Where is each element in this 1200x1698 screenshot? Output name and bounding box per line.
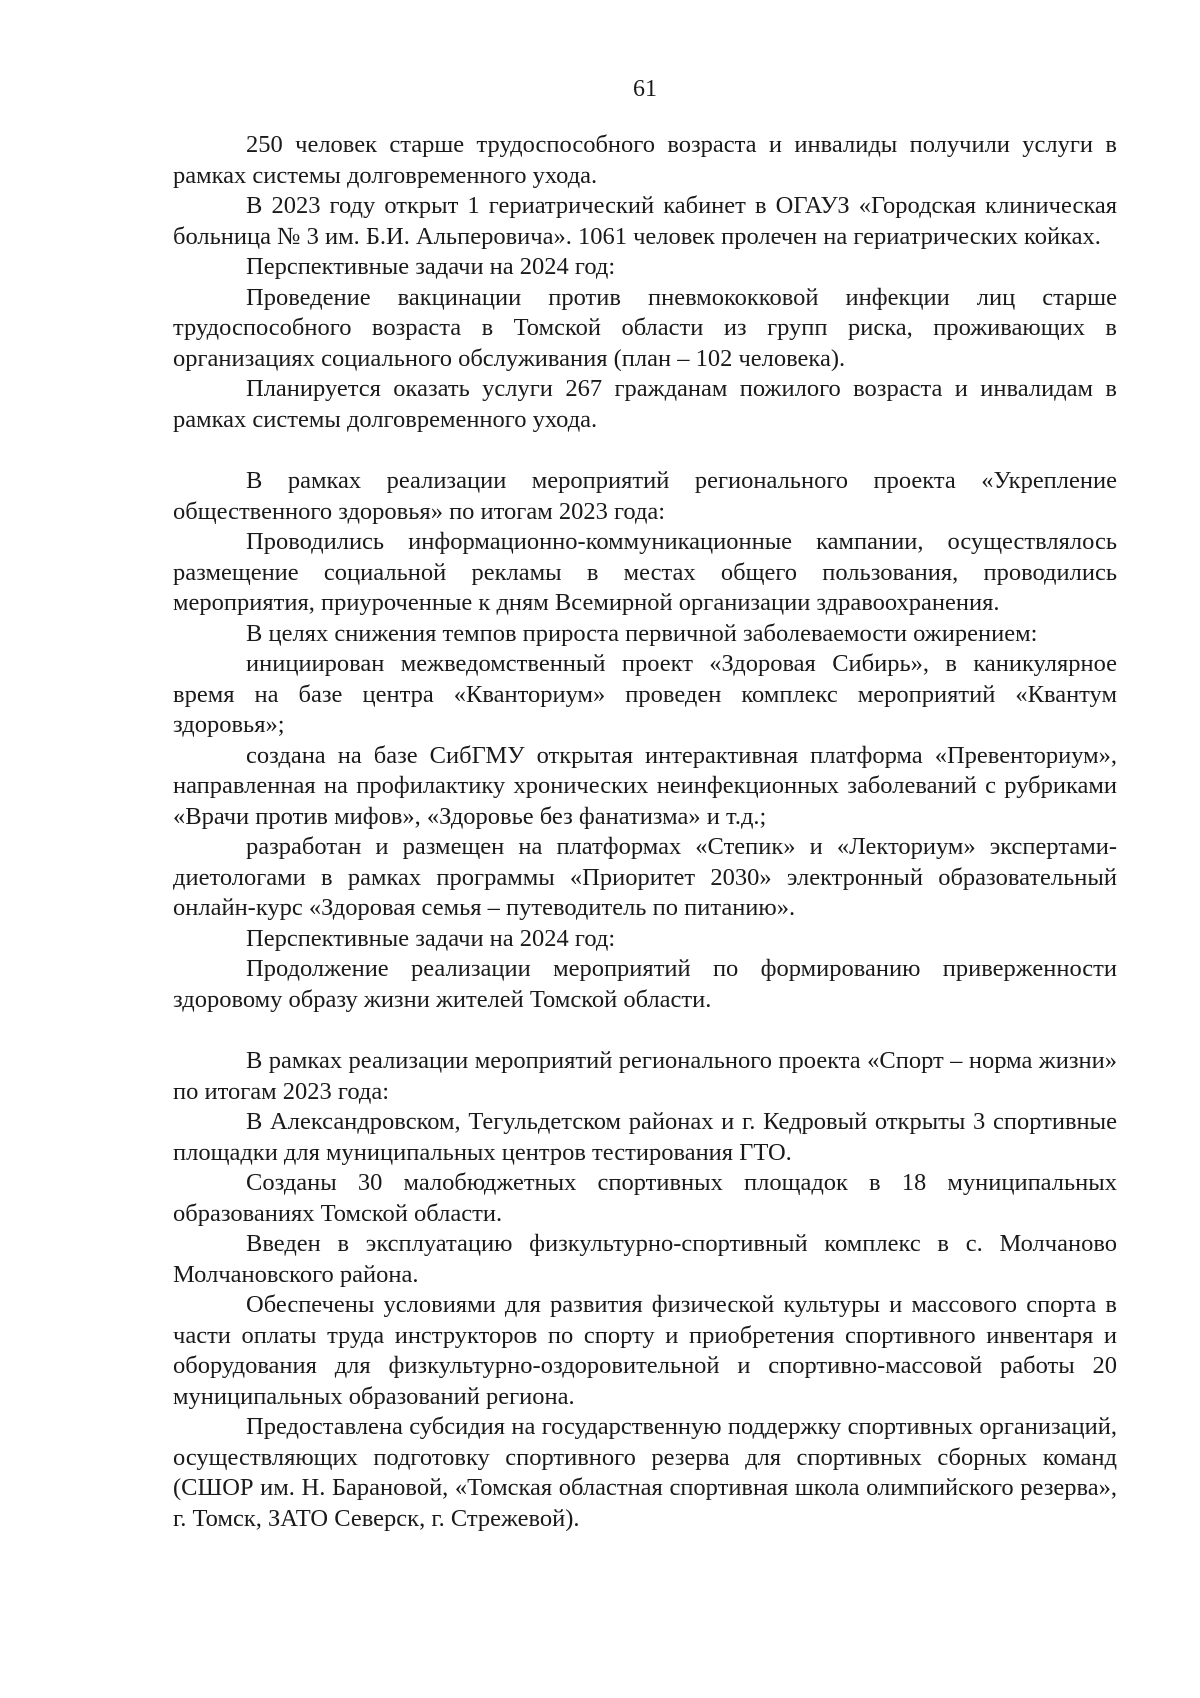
page-number: 61 xyxy=(633,76,657,102)
paragraph-instructors: Обеспечены условиями для развития физической культуры и массового спорта в части оплаты труда инструкторов по спорту и приобретения спортивного инвентаря и оборудования для физкультурно-оздоровительной и спортивно-массовой работы 20 муниципальных образований региона. xyxy=(173,1291,1117,1410)
paragraph-low-budget-sites: Созданы 30 малобюджетных спортивных площадок в 18 муниципальных образованиях Томской области. xyxy=(173,1169,1117,1227)
paragraph-info-campaigns: Проводились информационно-коммуникационные кампании, осуществлялось размещение социальной рекламы в местах общего пользования, проводились мероприятия, приуроченные к дням Всемирной организации здравоохранения. xyxy=(173,528,1117,616)
paragraph-tasks-heading-2: Перспективные задачи на 2024 год: xyxy=(246,924,616,952)
paragraph-gto-sites: В Александровском, Тегульдетском районах и г. Кедровый открыты 3 спортивные площадки для муниципальных центров тестирования ГТО. xyxy=(173,1108,1117,1166)
paragraph-online-course: разработан и размещен на платформах «Степик» и «Лекториум» экспертами-диетологами в рамках программы «Приоритет 2030» электронный образовательный онлайн-курс «Здоровая семья – путеводитель по питанию». xyxy=(173,833,1117,921)
paragraph-healthy-siberia: инициирован межведомственный проект «Здоровая Сибирь», в каникулярное время на базе центра «Кванториум» проведен комплекс мероприятий «Квантум здоровья»; xyxy=(173,650,1117,738)
paragraph-preventorium: создана на базе СибГМУ открытая интерактивная платформа «Превенториум», направленная на профилактику хронических неинфекционных заболеваний с рубриками «Врачи против мифов», «Здоровье без фанатизма» и т.д.; xyxy=(173,741,1117,830)
paragraph-healthy-lifestyle: Продолжение реализации мероприятий по формированию приверженности здоровому образу жизни жителей Томской области. xyxy=(173,955,1117,1013)
paragraph-ltc-services: 250 человек старше трудоспособного возраста и инвалиды получили услуги в рамках системы долговременного ухода. xyxy=(173,131,1117,189)
document-body xyxy=(173,130,1117,1534)
paragraph-sport-project-intro: В рамках реализации мероприятий регионального проекта «Спорт – норма жизни» по итогам 2023 года: xyxy=(173,1047,1117,1105)
paragraph-health-project-intro: В рамках реализации мероприятий регионального проекта «Укрепление общественного здоровья» по итогам 2023 года: xyxy=(173,467,1117,525)
paragraph-sports-complex: Введен в эксплуатацию физкультурно-спортивный комплекс в с. Молчаново Молчановского района. xyxy=(173,1230,1117,1288)
paragraph-vaccination: Проведение вакцинации против пневмококковой инфекции лиц старше трудоспособного возраста в Томской области из групп риска, проживающих в организациях социального обслуживания (план – 102 человека). xyxy=(173,283,1117,372)
paragraph-tasks-heading: Перспективные задачи на 2024 год: xyxy=(246,253,616,280)
paragraph-planned-services: Планируется оказать услуги 267 гражданам пожилого возраста и инвалидам в рамках системы долговременного ухода. xyxy=(173,375,1117,433)
paragraph-obesity-goal: В целях снижения темпов прироста первичной заболеваемости ожирением: xyxy=(246,619,1038,647)
paragraph-subsidy: Предоставлена субсидия на государственную поддержку спортивных организаций, осуществляющих подготовку спортивного резерва для спортивных сборных команд (СШОР им. Н. Барановой, «Томская областная спортивная школа олимпийского резерва», г. Томск, ЗАТО Северск, г. Стрежевой). xyxy=(173,1413,1117,1532)
paragraph-geriatric-office: В 2023 году открыт 1 гериатрический кабинет в ОГАУЗ «Городская клиническая больница № 3 им. Б.И. Альперовича». 1061 человек пролечен на гериатрических койках. xyxy=(173,192,1117,250)
